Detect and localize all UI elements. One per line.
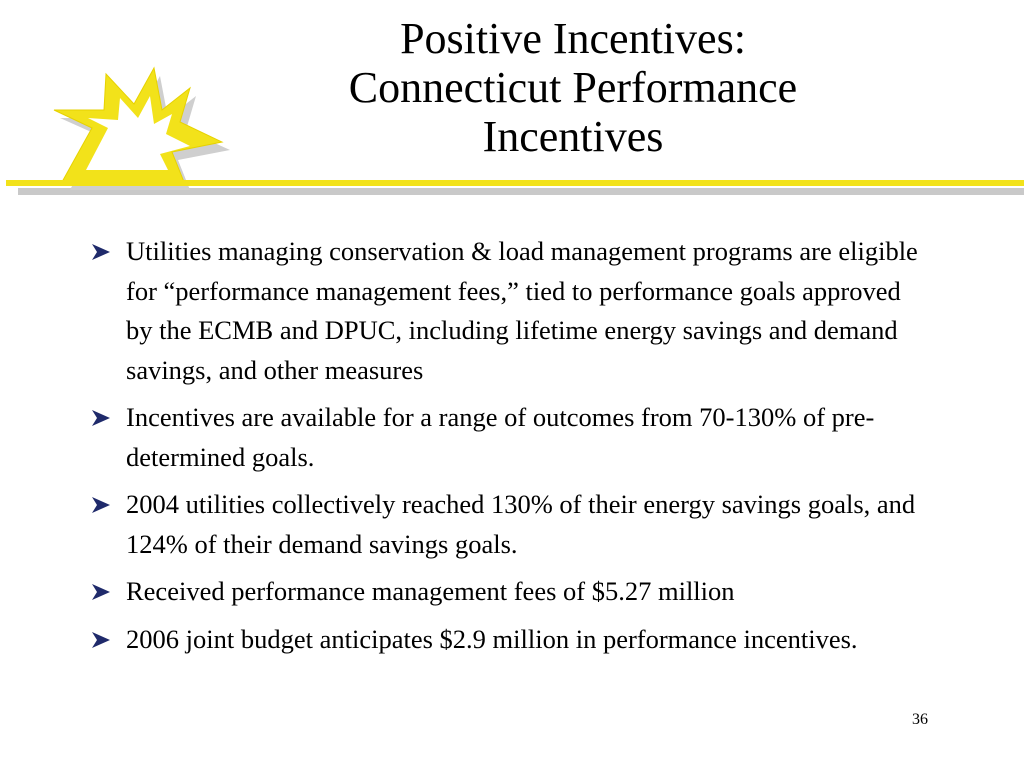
slide-title: [240, 14, 906, 161]
bullet-item: [90, 398, 930, 477]
bullet-text: Received performance management fees of $5.27 million: [126, 576, 735, 606]
page-number: 36: [912, 711, 928, 728]
title-line-2: Connecticut Performance: [348, 63, 798, 112]
bullet-text: 2004 utilities collectively reached 130% of their energy savings goals, and 124% of their demand savings goals.: [126, 489, 916, 559]
title-line-1: Positive Incentives:: [400, 14, 746, 63]
arrowhead-bullet-icon: [90, 629, 112, 651]
arrowhead-bullet-icon: [90, 241, 112, 263]
bullet-list: [90, 232, 930, 667]
bullet-text: Utilities managing conservation & load management programs are eligible for “performance management fees,” tied to performance goals approved by the ECMB and DPUC, including lifetime energy savings and demand savings, and other measures: [126, 236, 918, 385]
bullet-item: [90, 485, 930, 564]
bullet-item: [90, 572, 930, 612]
bullet-text: 2006 joint budget anticipates $2.9 million in performance incentives.: [126, 623, 858, 654]
title-line-3: Incentives: [482, 112, 664, 161]
arrowhead-bullet-icon: [90, 494, 112, 516]
bullet-text: Incentives are available for a range of outcomes from 70-130% of pre-determined goals.: [126, 402, 875, 472]
bullet-item: [90, 620, 930, 660]
bullet-item: [90, 232, 930, 390]
arrowhead-bullet-icon: [90, 407, 112, 429]
arrowhead-bullet-icon: [90, 581, 112, 603]
